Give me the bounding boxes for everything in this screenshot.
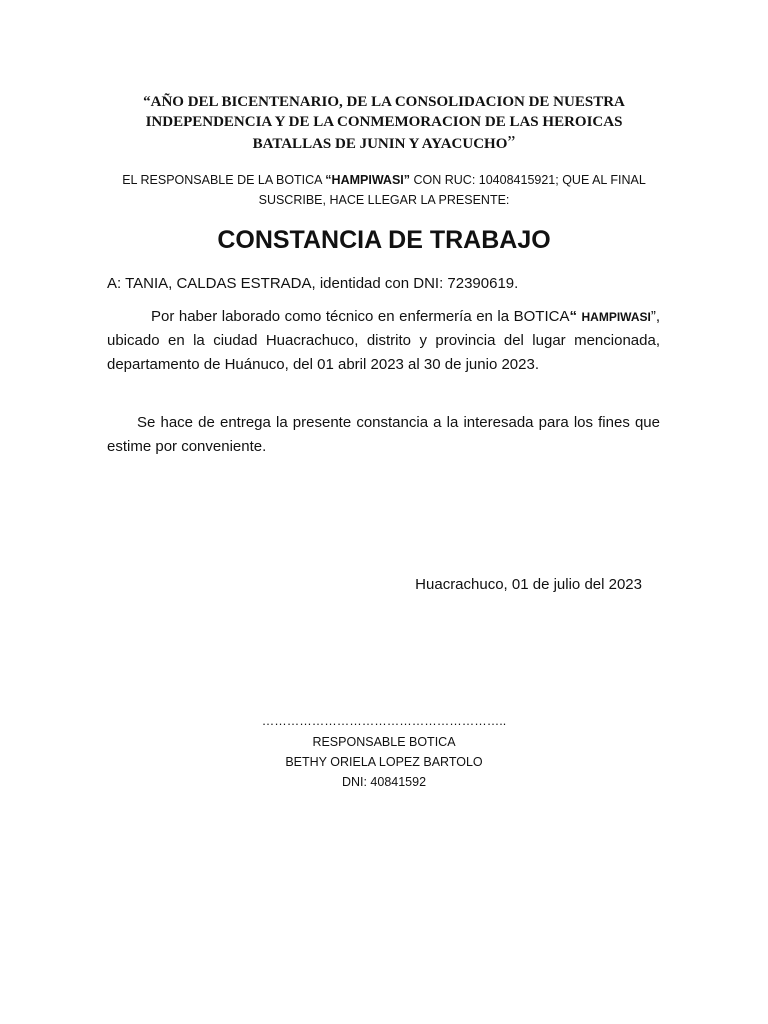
signer-dni: DNI: 40841592 xyxy=(341,775,427,789)
header-line-2: INDEPENDENCIA Y DE LA CONMEMORACION DE LAS HEROICAS xyxy=(145,114,623,130)
signer-role: RESPONSABLE BOTICA xyxy=(312,735,456,749)
intro-botica-name: “HAMPIWASI” xyxy=(325,173,411,187)
header-motto xyxy=(100,92,668,154)
body-p1-start: Por haber laborado como técnico en enfermería en la BOTICA xyxy=(151,308,570,325)
recipient-line: A: TANIA, CALDAS ESTRADA, identidad con DNI: 72390619. xyxy=(107,275,519,292)
intro-part-2: CON RUC: 10408415921; QUE AL FINAL xyxy=(410,173,646,187)
body-paragraph-1 xyxy=(107,305,660,377)
intro-statement xyxy=(100,170,668,210)
intro-line-1 xyxy=(100,170,668,190)
document-title: CONSTANCIA DE TRABAJO xyxy=(217,226,551,254)
body-p1-open-quote: “ xyxy=(569,308,577,325)
signature-block xyxy=(234,710,534,792)
body-p1-botica-name: HAMPIWASI xyxy=(581,310,651,324)
signature-line: ………………………………………………….. xyxy=(261,714,507,728)
intro-part-1: EL RESPONSABLE DE LA BOTICA xyxy=(122,173,326,187)
body-p1-rest: ”, ubicado en la ciudad Huacrachuco, distrito y provincia del lugar mencionada, departamento de Huánuco, del 01 abril 2023 al 30 de junio 2023. xyxy=(107,308,660,373)
signer-name: BETHY ORIELA LOPEZ BARTOLO xyxy=(285,755,483,769)
header-line-3 xyxy=(100,132,668,154)
header-line-1: “AÑO DEL BICENTENARIO, DE LA CONSOLIDACION DE NUESTRA xyxy=(143,94,625,110)
header-close-quote: ” xyxy=(507,132,516,152)
body-paragraph-2: Se hace de entrega la presente constancia a la interesada para los fines que estime por conveniente. xyxy=(107,414,660,455)
intro-line-2: SUSCRIBE, HACE LLEGAR LA PRESENTE: xyxy=(258,193,510,207)
date-line: Huacrachuco, 01 de julio del 2023 xyxy=(415,576,642,593)
header-line-3-text: BATALLAS DE JUNIN Y AYACUCHO xyxy=(252,136,508,152)
